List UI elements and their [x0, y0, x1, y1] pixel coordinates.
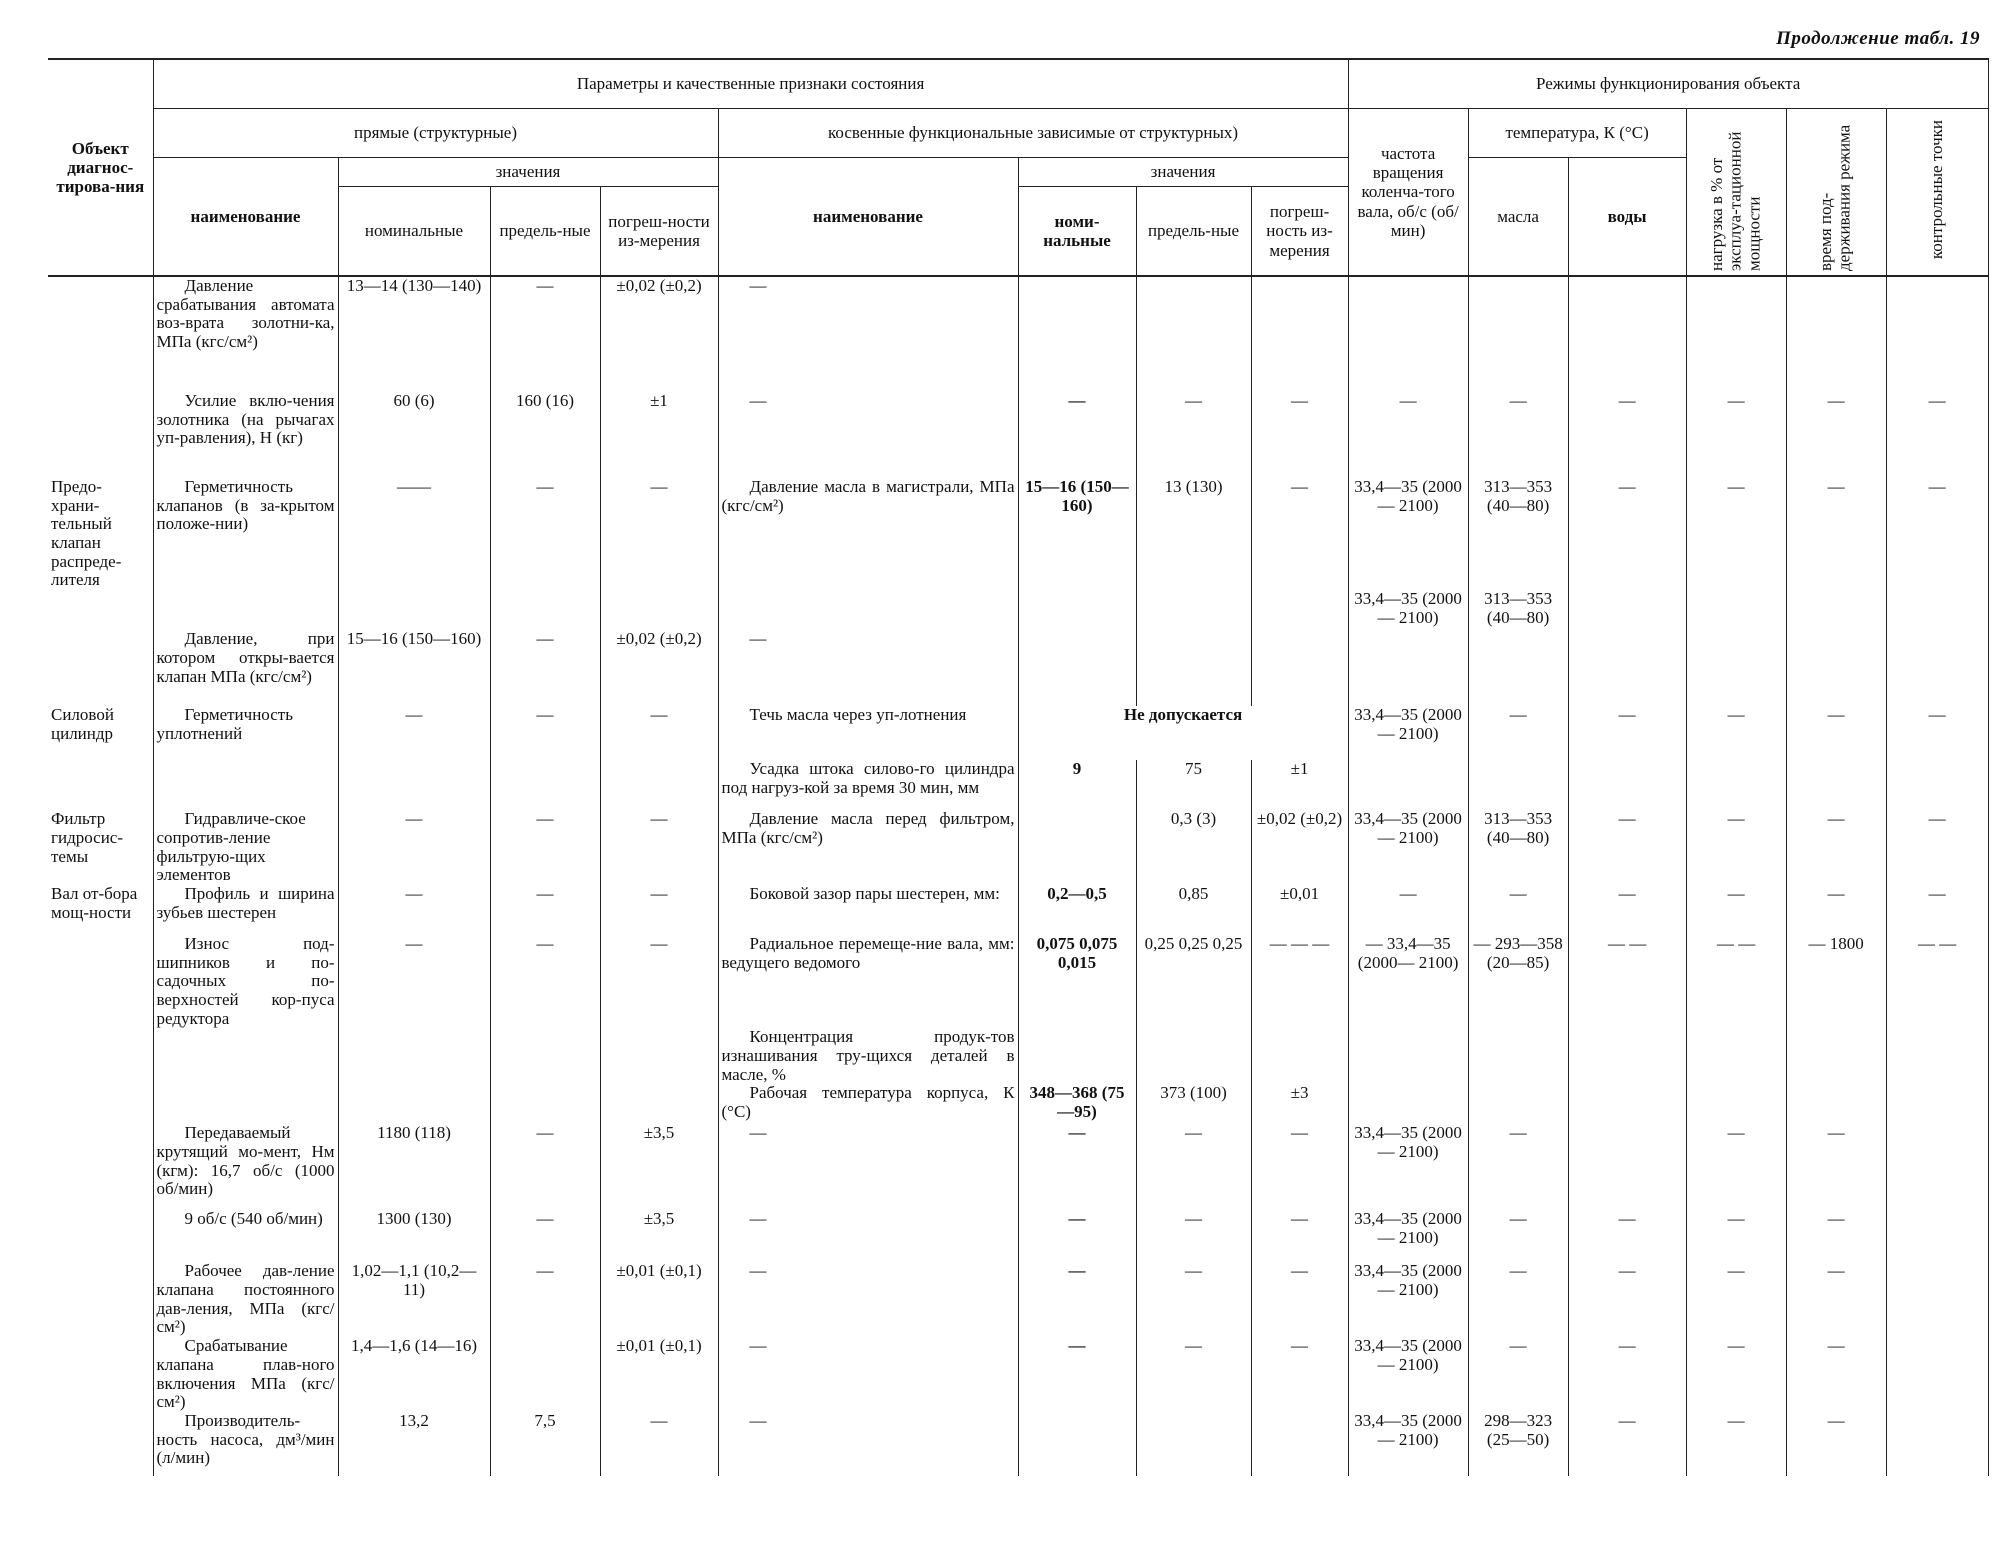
cell-ctrl [1886, 1262, 1988, 1337]
cell-oil: — [1468, 1124, 1568, 1210]
cell-obj [48, 392, 153, 478]
cell-load [1686, 590, 1786, 630]
cell-water: — — [1568, 935, 1686, 1028]
cell-nom: 15—16 (150—160) [338, 630, 490, 706]
cell-err [600, 760, 718, 810]
cell-hold [1786, 590, 1886, 630]
cell-i: Боковой зазор пары шестерен, мм: [718, 885, 1018, 935]
cell-obj [48, 590, 153, 630]
cell-ctrl [1886, 760, 1988, 810]
diagnostic-table [48, 58, 1989, 1476]
cell-p: Усилие вклю-чения золотника (на рычагах уп-равления), Н (кг) [153, 392, 338, 478]
cell-obj [48, 276, 153, 392]
cell-err: ±0,01 (±0,1) [600, 1262, 718, 1337]
cell-ctrl [1886, 276, 1988, 392]
cell-p: Давление, при котором откры-вается клапан МПа (кгс/см²) [153, 630, 338, 706]
cell-water: — [1568, 1337, 1686, 1412]
cell-i: Усадка штока силово-го цилиндра под нагруз-кой за время 30 мин, мм [718, 760, 1018, 810]
cell-ilim [1136, 1412, 1251, 1476]
cell-ilim: 0,25 0,25 0,25 [1136, 935, 1251, 1028]
cell-obj [48, 1337, 153, 1412]
header-load-text: нагрузка в % от эксплуа-тационной мощности [1707, 131, 1764, 271]
cell-lim: — [490, 1210, 600, 1262]
cell-f [1348, 1084, 1468, 1124]
cell-f: — [1348, 392, 1468, 478]
table-row [48, 885, 1988, 935]
cell-water [1568, 630, 1686, 706]
cell-lim: — [490, 478, 600, 590]
header-limit: предель-ные [490, 187, 600, 277]
cell-load [1686, 630, 1786, 706]
cell-i: — [718, 276, 1018, 392]
cell-water: — [1568, 885, 1686, 935]
cell-obj [48, 760, 153, 810]
cell-oil: — [1468, 1262, 1568, 1337]
cell-ctrl: — [1886, 392, 1988, 478]
cell-obj [48, 1124, 153, 1210]
cell-hold: — [1786, 1124, 1886, 1210]
table-row [48, 935, 1988, 1028]
cell-obj [48, 1262, 153, 1337]
cell-lim: — [490, 706, 600, 760]
cell-load: — [1686, 810, 1786, 885]
cell-water: — [1568, 810, 1686, 885]
cell-p [153, 590, 338, 630]
header-oil: масла [1468, 158, 1568, 277]
cell-p [153, 1084, 338, 1124]
cell-water: — [1568, 1262, 1686, 1337]
cell-hold: — [1786, 1210, 1886, 1262]
header-name: наименование [153, 158, 338, 277]
cell-obj [48, 1084, 153, 1124]
cell-hold: — [1786, 392, 1886, 478]
cell-f: 33,4—35 (2000— 2100) [1348, 1210, 1468, 1262]
cell-oil [1468, 276, 1568, 392]
cell-p: Профиль и ширина зубьев шестерен [153, 885, 338, 935]
cell-oil [1468, 1028, 1568, 1084]
cell-ilim: 13 (130) [1136, 478, 1251, 590]
cell-hold: — [1786, 1262, 1886, 1337]
table-row [48, 392, 1988, 478]
table-row [48, 706, 1988, 760]
cell-lim: — [490, 276, 600, 392]
cell-i [718, 590, 1018, 630]
cell-err: — [600, 885, 718, 935]
cell-lim: — [490, 1262, 600, 1337]
cell-err: ±3,5 [600, 1210, 718, 1262]
cell-f [1348, 276, 1468, 392]
cell-lim: — [490, 630, 600, 706]
cell-ilim: — [1136, 1124, 1251, 1210]
cell-nom: 1,4—1,6 (14—16) [338, 1337, 490, 1412]
cell-ilim [1136, 276, 1251, 392]
cell-ctrl [1886, 630, 1988, 706]
cell-nom [338, 1084, 490, 1124]
cell-nom: 60 (6) [338, 392, 490, 478]
header-control-text: контрольные точки [1926, 120, 1946, 260]
cell-err: — [600, 478, 718, 590]
cell-nom [338, 1028, 490, 1084]
cell-f: 33,4—35 (2000— 2100) [1348, 1337, 1468, 1412]
cell-lim [490, 1028, 600, 1084]
cell-i: Давление масла в магистрали, МПа (кгс/см²) [718, 478, 1018, 590]
cell-hold [1786, 276, 1886, 392]
table-row [48, 630, 1988, 706]
cell-ierr: ±3 [1251, 1084, 1348, 1124]
page-title: Продолжение табл. 19 [1776, 28, 1980, 49]
cell-oil [1468, 630, 1568, 706]
cell-err: — [600, 706, 718, 760]
cell-ierr: ±0,02 (±0,2) [1251, 810, 1348, 885]
cell-load: — [1686, 885, 1786, 935]
cell-ctrl [1886, 590, 1988, 630]
cell-ilim [1136, 630, 1251, 706]
header-params: Параметры и качественные признаки состояния [153, 59, 1348, 109]
cell-oil: 313—353 (40—80) [1468, 478, 1568, 590]
cell-ctrl [1886, 1210, 1988, 1262]
cell-lim: 7,5 [490, 1412, 600, 1476]
cell-load: — [1686, 706, 1786, 760]
cell-inom [1018, 630, 1136, 706]
cell-oil: — [1468, 706, 1568, 760]
cell-hold: — [1786, 1337, 1886, 1412]
cell-ctrl [1886, 1084, 1988, 1124]
cell-hold [1786, 1084, 1886, 1124]
cell-p: Давление срабатывания автомата воз-врата золотни-ка, МПа (кгс/см²) [153, 276, 338, 392]
cell-i: Радиальное перемеще-ние вала, мм: ведущего ведомого [718, 935, 1018, 1028]
cell-lim [490, 760, 600, 810]
cell-ierr: — [1251, 1124, 1348, 1210]
cell-f [1348, 1028, 1468, 1084]
cell-f: — [1348, 885, 1468, 935]
cell-ierr: — [1251, 478, 1348, 590]
table-row [48, 1262, 1988, 1337]
cell-lim [490, 1337, 600, 1412]
header-freq: частота вращения коленча-того вала, об/с (об/мин) [1348, 109, 1468, 277]
cell-water [1568, 590, 1686, 630]
header-temp: температура, К (°С) [1468, 109, 1686, 158]
cell-f: 33,4—35 (2000— 2100) [1348, 478, 1468, 590]
table-row [48, 1337, 1988, 1412]
cell-hold: — 1800 [1786, 935, 1886, 1028]
table-row [48, 1124, 1988, 1210]
table-row [48, 1412, 1988, 1476]
cell-ctrl [1886, 1124, 1988, 1210]
cell-obj [48, 1210, 153, 1262]
cell-ierr [1251, 276, 1348, 392]
cell-water: — [1568, 478, 1686, 590]
header-object: Объект диагнос-тирова-ния [48, 59, 153, 276]
cell-inom [1018, 1412, 1136, 1476]
cell-water: — [1568, 706, 1686, 760]
cell-water [1568, 1028, 1686, 1084]
cell-load: — [1686, 392, 1786, 478]
cell-water: — [1568, 392, 1686, 478]
cell-f: — 33,4—35 (2000— 2100) [1348, 935, 1468, 1028]
cell-inom: 15—16 (150—160) [1018, 478, 1136, 590]
cell-nom: — [338, 810, 490, 885]
table-row [48, 760, 1988, 810]
cell-err: ±0,01 (±0,1) [600, 1337, 718, 1412]
cell-f: 33,4—35 (2000— 2100) [1348, 1412, 1468, 1476]
cell-err: ±1 [600, 392, 718, 478]
header-name2: наименование [718, 158, 1018, 277]
cell-i: — [718, 1337, 1018, 1412]
cell-inom: Не допускается [1018, 706, 1348, 760]
cell-obj: Вал от-бора мощ-ности [48, 885, 153, 935]
header-values: значения [338, 158, 718, 187]
cell-water: — [1568, 1412, 1686, 1476]
cell-oil: — 293—358 (20—85) [1468, 935, 1568, 1028]
cell-ierr: ±0,01 [1251, 885, 1348, 935]
cell-hold: — [1786, 1412, 1886, 1476]
cell-nom: 1,02—1,1 (10,2—11) [338, 1262, 490, 1337]
cell-load: — [1686, 478, 1786, 590]
cell-i: Концентрация продук-тов изнашивания тру-щихся деталей в масле, % [718, 1028, 1018, 1084]
cell-ierr: — [1251, 1337, 1348, 1412]
cell-hold: — [1786, 706, 1886, 760]
cell-load: — — [1686, 935, 1786, 1028]
cell-load: — [1686, 1412, 1786, 1476]
cell-nom: — [338, 706, 490, 760]
cell-oil: — [1468, 885, 1568, 935]
cell-hold: — [1786, 478, 1886, 590]
cell-err: ±0,02 (±0,2) [600, 630, 718, 706]
cell-inom: 0,075 0,075 0,015 [1018, 935, 1136, 1028]
cell-inom: — [1018, 1337, 1136, 1412]
cell-nom [338, 760, 490, 810]
cell-ctrl [1886, 1412, 1988, 1476]
cell-ctrl: — [1886, 885, 1988, 935]
cell-ilim: 0,3 (3) [1136, 810, 1251, 885]
cell-lim: — [490, 810, 600, 885]
cell-hold [1786, 760, 1886, 810]
cell-ctrl: — [1886, 706, 1988, 760]
header-control [1886, 109, 1988, 277]
header-hold [1786, 109, 1886, 277]
cell-lim [490, 590, 600, 630]
cell-err [600, 590, 718, 630]
cell-f: 33,4—35 (2000— 2100) [1348, 1262, 1468, 1337]
cell-p: 9 об/с (540 об/мин) [153, 1210, 338, 1262]
cell-water [1568, 760, 1686, 810]
cell-water [1568, 1124, 1686, 1210]
cell-obj [48, 630, 153, 706]
cell-ctrl: — — [1886, 935, 1988, 1028]
cell-f [1348, 760, 1468, 810]
cell-inom: 0,2—0,5 [1018, 885, 1136, 935]
cell-f: 33,4—35 (2000— 2100) [1348, 706, 1468, 760]
cell-inom: — [1018, 1124, 1136, 1210]
cell-err: — [600, 935, 718, 1028]
cell-ierr: — — — [1251, 935, 1348, 1028]
cell-load: — [1686, 1337, 1786, 1412]
cell-water: — [1568, 1210, 1686, 1262]
cell-nom: 13,2 [338, 1412, 490, 1476]
cell-nom: 1300 (130) [338, 1210, 490, 1262]
cell-i: Давление масла перед фильтром, МПа (кгс/см²) [718, 810, 1018, 885]
cell-p: Герметичность уплотнений [153, 706, 338, 760]
cell-oil: 313—353 (40—80) [1468, 590, 1568, 630]
cell-lim: 160 (16) [490, 392, 600, 478]
cell-ilim: — [1136, 1262, 1251, 1337]
cell-ilim: 75 [1136, 760, 1251, 810]
cell-ctrl: — [1886, 810, 1988, 885]
cell-inom: — [1018, 392, 1136, 478]
table-row [48, 810, 1988, 885]
cell-load: — [1686, 1210, 1786, 1262]
cell-p [153, 760, 338, 810]
cell-ilim: 373 (100) [1136, 1084, 1251, 1124]
cell-oil [1468, 760, 1568, 810]
cell-ilim: — [1136, 392, 1251, 478]
cell-inom [1018, 1028, 1136, 1084]
cell-obj [48, 1028, 153, 1084]
cell-nom: 13—14 (130—140) [338, 276, 490, 392]
cell-lim [490, 1084, 600, 1124]
cell-ierr: — [1251, 1210, 1348, 1262]
cell-ierr [1251, 1028, 1348, 1084]
cell-ctrl [1886, 1028, 1988, 1084]
table-body [48, 276, 1988, 1476]
cell-load [1686, 1028, 1786, 1084]
cell-err: ±0,02 (±0,2) [600, 276, 718, 392]
header-modes: Режимы функционирования объекта [1348, 59, 1988, 109]
cell-nom: —— [338, 478, 490, 590]
cell-f: 33,4—35 (2000— 2100) [1348, 810, 1468, 885]
cell-inom: — [1018, 1210, 1136, 1262]
cell-load [1686, 1084, 1786, 1124]
cell-i: — [718, 392, 1018, 478]
cell-inom: 9 [1018, 760, 1136, 810]
cell-f: 33,4—35 (2000— 2100) [1348, 1124, 1468, 1210]
cell-err: — [600, 1412, 718, 1476]
table-row [48, 590, 1988, 630]
header-load [1686, 109, 1786, 277]
cell-oil: — [1468, 1210, 1568, 1262]
cell-obj: Силовой цилиндр [48, 706, 153, 760]
cell-nom [338, 590, 490, 630]
cell-ilim [1136, 590, 1251, 630]
table-row [48, 1210, 1988, 1262]
cell-i: Рабочая температура корпуса, К (°С) [718, 1084, 1018, 1124]
cell-inom [1018, 590, 1136, 630]
cell-oil: 313—353 (40—80) [1468, 810, 1568, 885]
cell-nom: — [338, 935, 490, 1028]
cell-err: — [600, 810, 718, 885]
cell-oil: — [1468, 1337, 1568, 1412]
cell-hold [1786, 1028, 1886, 1084]
cell-f [1348, 630, 1468, 706]
cell-ierr: — [1251, 392, 1348, 478]
cell-load: — [1686, 1262, 1786, 1337]
cell-obj: Фильтр гидросис-темы [48, 810, 153, 885]
header-values2: значения [1018, 158, 1348, 187]
cell-err: ±3,5 [600, 1124, 718, 1210]
cell-p [153, 1028, 338, 1084]
cell-i: Течь масла через уп-лотнения [718, 706, 1018, 760]
cell-ierr [1251, 1412, 1348, 1476]
cell-p: Срабатывание клапана плав-ного включения МПа (кгс/см²) [153, 1337, 338, 1412]
cell-err [600, 1028, 718, 1084]
cell-hold [1786, 630, 1886, 706]
cell-p: Износ под-шипников и по-садочных по-верхностей кор-пуса редуктора [153, 935, 338, 1028]
cell-hold: — [1786, 810, 1886, 885]
cell-inom [1018, 810, 1136, 885]
cell-load [1686, 760, 1786, 810]
header-error2: погреш-ность из-мерения [1251, 187, 1348, 277]
cell-ierr: ±1 [1251, 760, 1348, 810]
table-row [48, 478, 1988, 590]
cell-obj [48, 1412, 153, 1476]
cell-nom: — [338, 885, 490, 935]
cell-lim: — [490, 885, 600, 935]
cell-load: — [1686, 1124, 1786, 1210]
cell-oil: — [1468, 392, 1568, 478]
header-nominal2: номи-нальные [1018, 187, 1136, 277]
cell-obj: Предо-храни-тельный клапан распреде-лителя [48, 478, 153, 590]
cell-p: Герметичность клапанов (в за-крытом положе-нии) [153, 478, 338, 590]
cell-ilim: 0,85 [1136, 885, 1251, 935]
cell-ierr [1251, 630, 1348, 706]
cell-p: Гидравличе-ское сопротив-ление фильтрую-щих элементов [153, 810, 338, 885]
cell-i: — [718, 1262, 1018, 1337]
cell-i: — [718, 1412, 1018, 1476]
cell-ilim: — [1136, 1210, 1251, 1262]
header-water: воды [1568, 158, 1686, 277]
cell-inom: 348—368 (75—95) [1018, 1084, 1136, 1124]
table-row [48, 1084, 1988, 1124]
table-header [48, 59, 1988, 276]
header-indirect: косвенные функциональные зависимые от структурных) [718, 109, 1348, 158]
cell-p: Передаваемый крутящий мо-мент, Нм (кгм): 16,7 об/с (1000 об/мин) [153, 1124, 338, 1210]
cell-i: — [718, 1124, 1018, 1210]
cell-err [600, 1084, 718, 1124]
cell-oil [1468, 1084, 1568, 1124]
cell-ctrl [1886, 1337, 1988, 1412]
cell-load [1686, 276, 1786, 392]
cell-nom: 1180 (118) [338, 1124, 490, 1210]
cell-ierr: — [1251, 1262, 1348, 1337]
cell-ctrl: — [1886, 478, 1988, 590]
cell-inom [1018, 276, 1136, 392]
header-hold-text: время под-держивания режима [1816, 124, 1855, 271]
cell-obj [48, 935, 153, 1028]
cell-oil: 298—323 (25—50) [1468, 1412, 1568, 1476]
header-error: погреш-ности из-мерения [600, 187, 718, 277]
cell-f: 33,4—35 (2000— 2100) [1348, 590, 1468, 630]
cell-water [1568, 1084, 1686, 1124]
cell-ierr [1251, 590, 1348, 630]
cell-ilim [1136, 1028, 1251, 1084]
cell-inom: — [1018, 1262, 1136, 1337]
cell-hold: — [1786, 885, 1886, 935]
cell-i: — [718, 1210, 1018, 1262]
header-limit2: предель-ные [1136, 187, 1251, 277]
cell-lim: — [490, 1124, 600, 1210]
cell-p: Рабочее дав-ление клапана постоянного дав-ления, МПа (кгс/см²) [153, 1262, 338, 1337]
cell-ilim: — [1136, 1337, 1251, 1412]
cell-i: — [718, 630, 1018, 706]
cell-p: Производитель-ность насоса, дм³/мин (л/мин) [153, 1412, 338, 1476]
header-nominal: номинальные [338, 187, 490, 277]
cell-water [1568, 276, 1686, 392]
table-row [48, 1028, 1988, 1084]
cell-lim: — [490, 935, 600, 1028]
header-direct: прямые (структурные) [153, 109, 718, 158]
table-row [48, 276, 1988, 392]
